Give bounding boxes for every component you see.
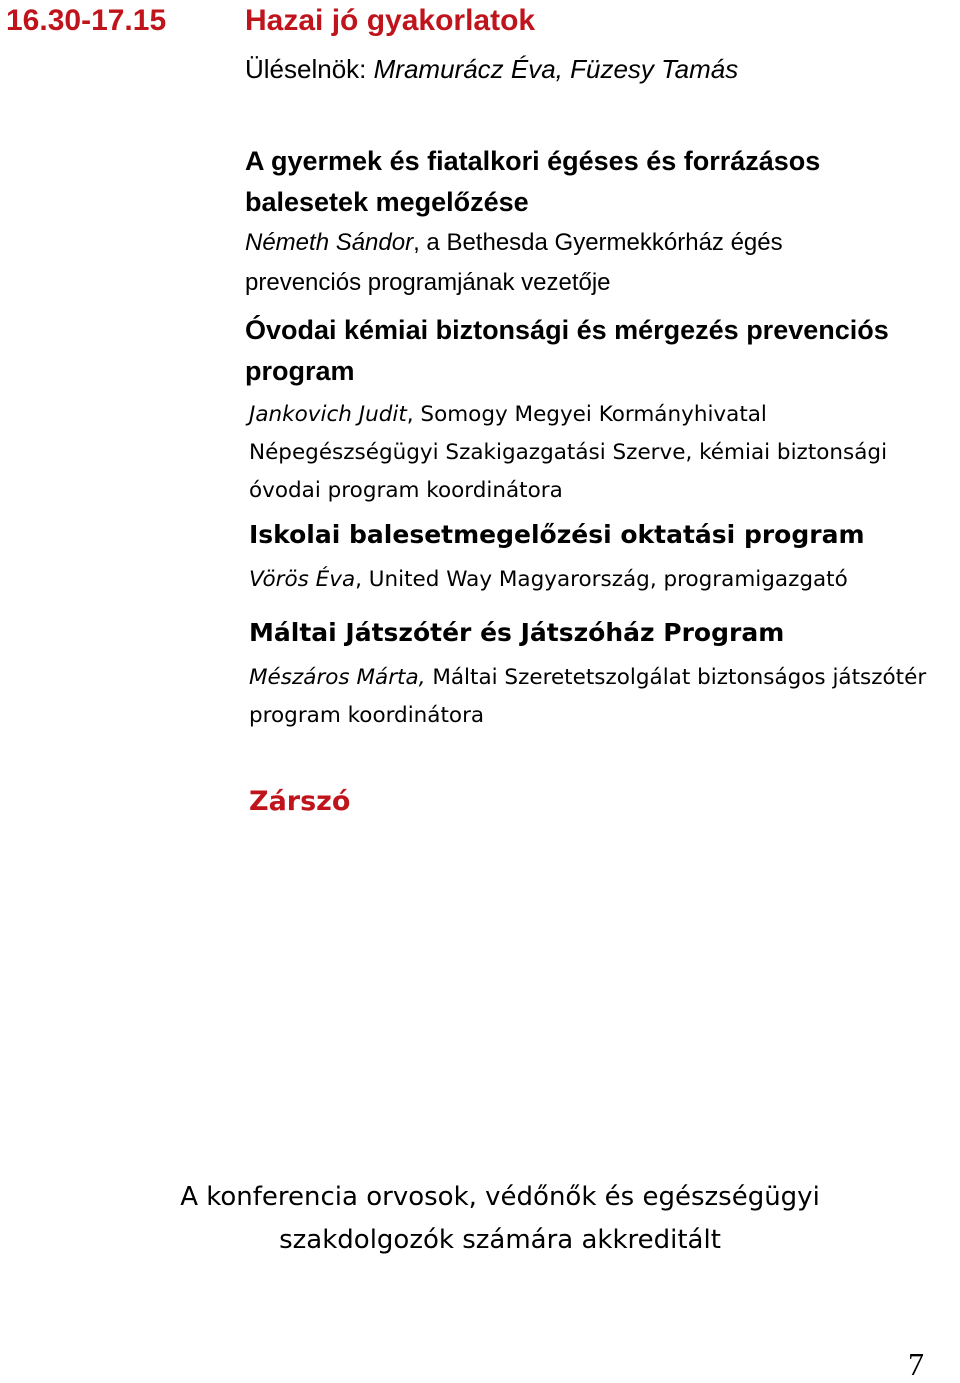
session-title: Hazai jó gyakorlatok	[245, 4, 536, 37]
talk-1	[245, 141, 885, 303]
speaker-role: Máltai Szeretetszolgálat biztonságos játszótér program koordinátora	[249, 665, 927, 728]
session-chair	[245, 54, 738, 85]
talk-2-speaker-block	[249, 396, 960, 510]
accreditation-line-2: szakdolgozók számára akkreditált	[279, 1225, 721, 1255]
talk-2-title-block	[245, 310, 945, 392]
talk-speaker	[249, 396, 960, 510]
closing-title: Zárszó	[249, 786, 351, 817]
talk-speaker	[249, 659, 939, 735]
talk-title: A gyermek és fiatalkori égéses és forrázásos balesetek megelőzése	[245, 146, 821, 217]
speaker-name: Vörös Éva	[249, 567, 356, 592]
talk-title: Óvodai kémiai biztonsági és mérgezés prevenciós program	[245, 315, 889, 386]
accreditation-line-1: A konferencia orvosok, védőnők és egészségügyi	[180, 1182, 820, 1212]
speaker-name: Mészáros Márta,	[249, 665, 426, 690]
chair-label: Üléselnök:	[245, 54, 367, 84]
accreditation-note	[0, 1176, 960, 1262]
speaker-role: , Somogy Megyei Kormányhivatal Népegészségügyi Szakigazgatási Szerve, kémiai biztonsági óvodai program koordinátora	[249, 402, 888, 503]
chair-names: Mramurácz Éva, Füzesy Tamás	[373, 54, 739, 84]
speaker-role: , a Bethesda Gyermekkórház égés prevenciós programjának vezetője	[245, 229, 783, 296]
speaker-name: Jankovich Judit	[249, 402, 407, 427]
speaker-role: , United Way Magyarország, programigazgató	[355, 567, 848, 592]
speaker-name: Németh Sándor	[245, 229, 414, 256]
talk-speaker	[249, 561, 960, 599]
talk-speaker	[245, 223, 885, 303]
talk-title: Máltai Játszótér és Játszóház Program	[249, 618, 785, 647]
talk-title: Iskolai balesetmegelőzési oktatási program	[249, 520, 865, 549]
talk-3	[249, 514, 960, 599]
talk-4	[249, 612, 939, 735]
session-time: 16.30-17.15	[6, 4, 167, 37]
page-number: 7	[908, 1346, 924, 1382]
